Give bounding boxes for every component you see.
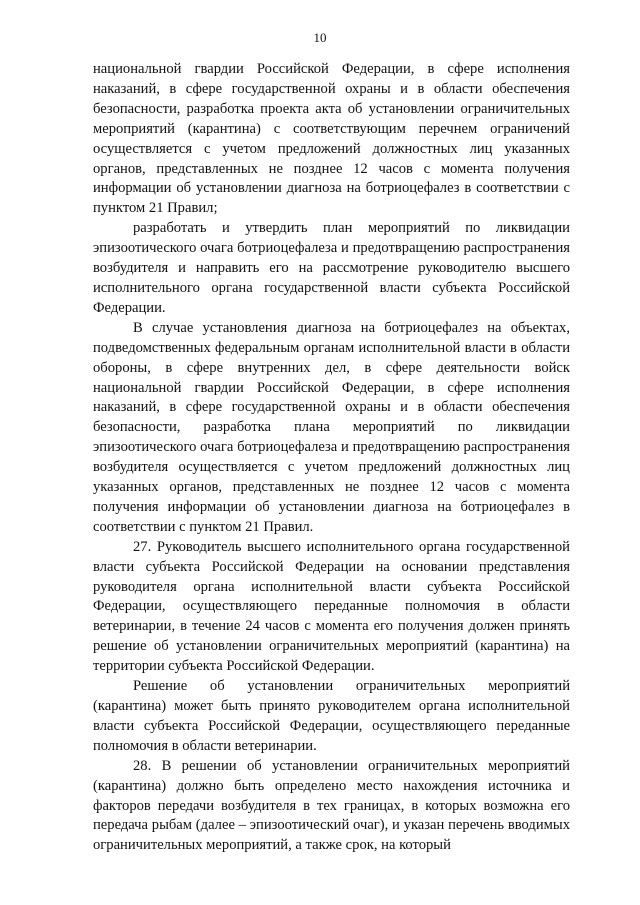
paragraph-action-plan: разработать и утвердить план мероприятий по ликвидации эпизоотического очага ботриоцефалеза и предотвращению распространения возбудителя и направить его на рассмотрение руководителю высшего исполнительного органа государственной власти субъекта Российской Федерации. xyxy=(93,220,570,316)
document-text xyxy=(93,60,570,856)
paragraph-continuation: национальной гвардии Российской Федерации, в сфере исполнения наказаний, в сфере государственной охраны и в области обеспечения безопасности, разработка проекта акта об установлении ограничительных мероприятий (карантина) с соответствующим перечнем ограничений осуществляется с учетом предложений должностных лиц указанных органов, представленных не позднее 12 часов с момента получения информации об установлении диагноза на ботриоцефалез в соответствии с пунктом 21 Правил; xyxy=(93,61,570,217)
paragraph-clause-27: 27. Руководитель высшего исполнительного органа государственной власти субъекта Российской Федерации на основании представления руководителя органа исполнительной власти субъекта Российской Федерации, осуществляющего переданные полномочия в области ветеринарии, в течение 24 часов с момента его получения должен принять решение об установлении ограничительных мероприятий (карантина) на территории субъекта Российской Федерации. xyxy=(93,538,570,675)
page-number: 10 xyxy=(313,30,327,45)
paragraph-decision: Решение об установлении ограничительных мероприятий (карантина) может быть принято руководителем органа исполнительной власти субъекта Российской Федерации, осуществляющего переданные полномочия в области ветеринарии. xyxy=(93,678,570,754)
paragraph-federal-objects: В случае установления диагноза на ботриоцефалез на объектах, подведомственных федеральным органам исполнительной власти в области обороны, в сфере внутренних дел, в сфере деятельности войск национальной гвардии Российской Федерации, в сфере исполнения наказаний, в сфере государственной охраны и в области обеспечения безопасности, разработка плана мероприятий по ликвидации эпизоотического очага ботриоцефалеза и предотвращению распространения возбудителя осуществляется с учетом предложений должностных лиц указанных органов, представленных не позднее 12 часов с момента получения информации об установлении диагноза на ботриоцефалез в соответствии с пунктом 21 Правил. xyxy=(93,319,570,535)
paragraph-clause-28: 28. В решении об установлении ограничительных мероприятий (карантина) должно быть определено место нахождения источника и факторов передачи возбудителя в тех границах, в которых возможна его передача рыбам (далее – эпизоотический очаг), и указан перечень вводимых ограничительных мероприятий, а также срок, на который xyxy=(93,757,570,854)
